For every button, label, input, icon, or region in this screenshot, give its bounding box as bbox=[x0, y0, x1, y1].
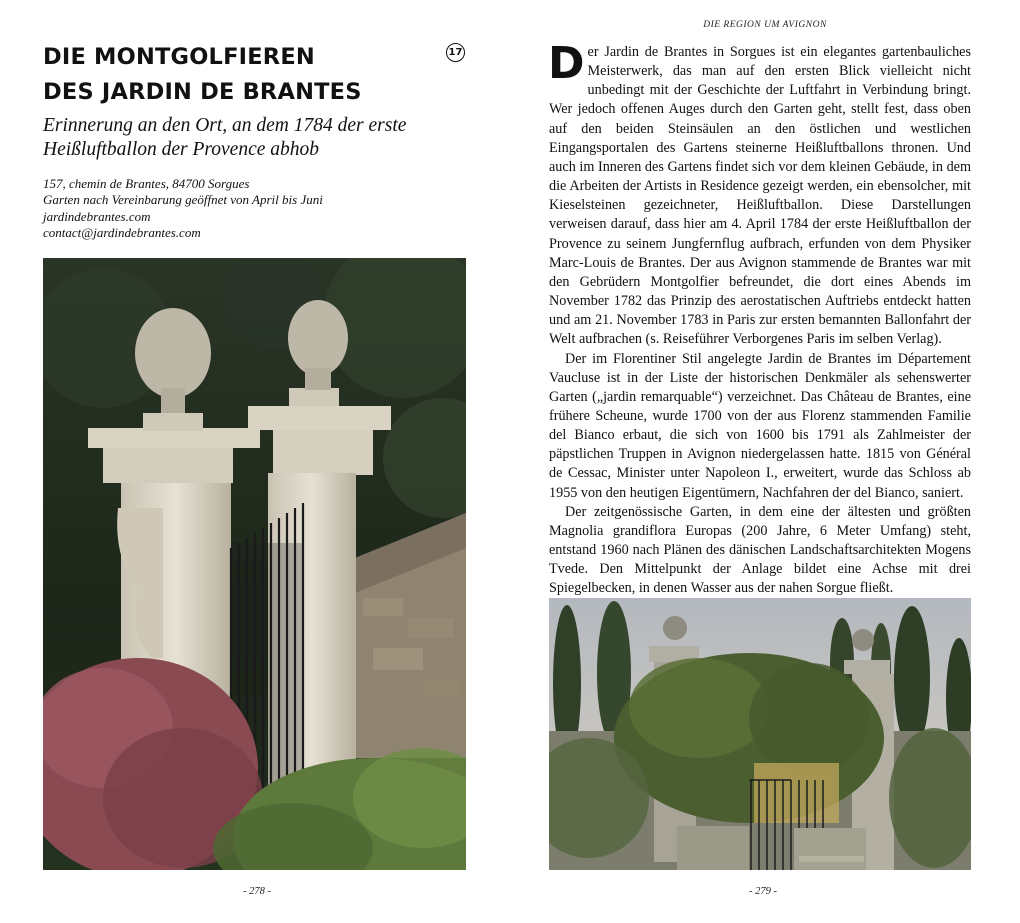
entry-title bbox=[43, 40, 433, 110]
right-page bbox=[510, 0, 1020, 923]
email: contact@jardindebrantes.com bbox=[43, 224, 201, 240]
subtitle-line-2: Heißluftballon der Provence abhob bbox=[43, 139, 320, 160]
paragraph-3: Der zeitgenössische Garten, in dem eine der ältesten und größten Magnolia grandiflora Europas (200 Jahre, 6 Meter Umfang) steht, entstand 1960 nach Plänen des dänischen Landschaftsarchitekten Mogens Tvede. Den Mittelpunkt der Anlage bildet eine Achse mit drei Spiegelbecken, in denen Wasser aus der nahen Sorgue fließt. bbox=[549, 503, 971, 597]
title-line-2: DES JARDIN DE BRANTES bbox=[43, 79, 362, 105]
entry-number-badge: 17 bbox=[446, 43, 465, 62]
title-line-1: DIE MONTGOLFIEREN bbox=[43, 44, 315, 70]
drop-cap: D bbox=[548, 38, 585, 89]
running-head: DIE REGION UM AVIGNON bbox=[703, 20, 827, 30]
paragraph-1 bbox=[548, 38, 971, 350]
page-number-right: - 279 - bbox=[749, 886, 777, 897]
website: jardindebrantes.com bbox=[43, 208, 151, 224]
photo-gate-pillars bbox=[43, 258, 466, 870]
opening-hours: Garten nach Vereinbarung geöffnet von April bis Juni bbox=[43, 192, 323, 208]
article-body bbox=[548, 38, 971, 599]
page-number-left: - 278 - bbox=[243, 886, 271, 897]
paragraph-2: Der im Florentiner Stil angelegte Jardin de Brantes im Département Vaucluse ist in der Liste der historischen Denkmäler als sehenswerter Garten („jardin remarquable“) verzeichnet. Das Château de Brantes, eine frühere Scheune, wurde 1700 von der aus Florenz stammenden Familie del Bianco erbaut, die sich von 1600 bis 1791 als Zahlmeister der päpstlichen Truppen in Avignon niedergelassen hatte. 1815 von Général de Cessac, Minister unter Napoleon I., erweitert, wurde das Schloss ab 1955 von den heutigen Eigentümern, Nachfahren der del Bianco, saniert. bbox=[549, 350, 971, 501]
photo-overgrown-gate bbox=[549, 598, 971, 870]
entry-subtitle bbox=[43, 114, 463, 162]
subtitle-line-1: Erinnerung an den Ort, an dem 1784 der erste bbox=[43, 115, 407, 136]
address: 157, chemin de Brantes, 84700 Sorgues bbox=[43, 176, 250, 191]
practical-info bbox=[43, 176, 463, 241]
paragraph-1-text: er Jardin de Brantes in Sorgues ist ein elegantes gartenbauliches Meisterwerk, das man auf den ersten Blick vielleicht nicht unbedingt mit der Geschichte der Luftfahrt in Verbindung bringt. Wer jedoch offenen Auges durch den Garten geht, stellt fest, dass oben auf den beiden Steinsäulen an den östlichen und westlichen Eingangsportalen des Gartens steinerne Heißluftballons thronen. Und auch im Inneren des Gartens findet sich vor dem kleinen Gebäude, in dem die Arbeiten der Artists in Residence gezeigt werden, ein ebensolcher, mit Kieselsteinen gezeichneter, Heißluftballon. Diese Darstellungen verweisen darauf, dass hier am 4. April 1784 der erste Heißluftballon der Provence zu seinem Jungfernflug aufbrach, erfunden von dem Physiker Marc-Louis de Brantes. Der aus Avignon stammende de Brantes war mit den Gebrüdern Montgolfier befreundet, die dort eines Abends im November 1782 das Prinzip des aerostatischen Auftriebs entdeckt hatten und am 21. November 1783 in Paris zur ersten bemannten Ballonfahrt der Welt aufbrachen (s. Reiseführer Verborgenes Paris im selben Verlag). bbox=[549, 44, 971, 348]
